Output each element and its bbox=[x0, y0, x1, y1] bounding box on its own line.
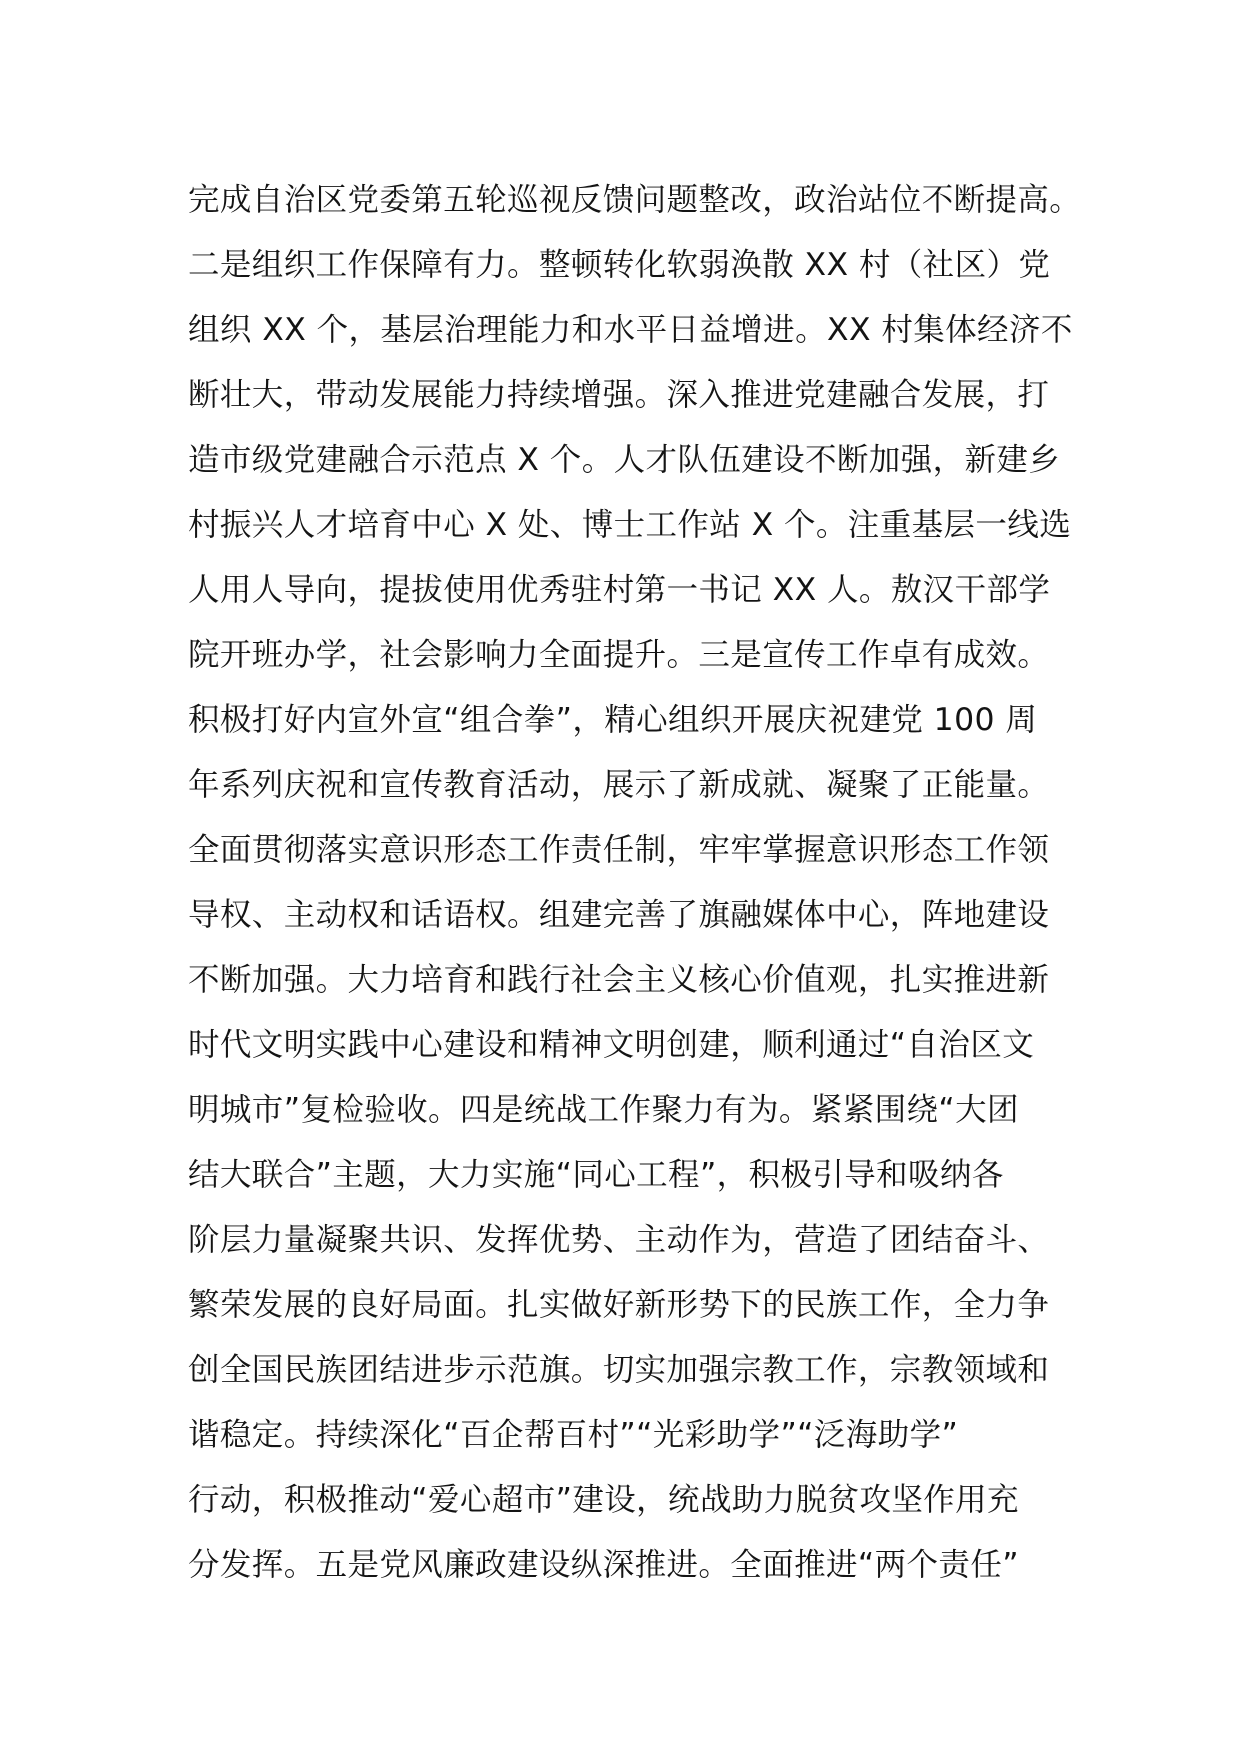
text-line: 年系列庆祝和宣传教育活动，展示了新成就、凝聚了正能量。 bbox=[188, 767, 1050, 803]
text-line: 村振兴人才培育中心 X 处、博士工作站 X 个。注重基层一线选 bbox=[188, 507, 1072, 543]
text-line: 积极打好内宣外宣“组合拳”，精心组织开展庆祝建党 100 周 bbox=[188, 702, 1038, 738]
text-line: 分发挥。五是党风廉政建设纵深推进。全面推进“两个责任” bbox=[188, 1547, 1019, 1583]
text-line: 人用人导向，提拔使用优秀驻村第一书记 XX 人。敖汉干部学 bbox=[188, 572, 1051, 608]
text-line: 造市级党建融合示范点 X 个。人才队伍建设不断加强，新建乡 bbox=[188, 442, 1061, 478]
text-line: 创全国民族团结进步示范旗。切实加强宗教工作，宗教领域和 bbox=[188, 1352, 1050, 1388]
text-line: 行动，积极推动“爱心超市”建设，统战助力脱贫攻坚作用充 bbox=[188, 1482, 1019, 1518]
text-line: 结大联合”主题，大力实施“同心工程”，积极引导和吸纳各 bbox=[188, 1157, 1004, 1193]
text-line: 全面贯彻落实意识形态工作责任制，牢牢掌握意识形态工作领 bbox=[188, 832, 1050, 868]
text-line: 组织 XX 个，基层治理能力和水平日益增进。XX 村集体经济不 bbox=[188, 312, 1073, 348]
text-line: 断壮大，带动发展能力持续增强。深入推进党建融合发展，打 bbox=[188, 377, 1050, 413]
text-line: 阶层力量凝聚共识、发挥优势、主动作为，营造了团结奋斗、 bbox=[188, 1222, 1050, 1258]
text-line: 明城市”复检验收。四是统战工作聚力有为。紧紧围绕“大团 bbox=[188, 1092, 1019, 1128]
text-line: 院开班办学，社会影响力全面提升。三是宣传工作卓有成效。 bbox=[188, 637, 1050, 673]
text-line: 时代文明实践中心建设和精神文明创建，顺利通过“自治区文 bbox=[188, 1027, 1035, 1063]
text-line: 不断加强。大力培育和践行社会主义核心价值观，扎实推进新 bbox=[188, 962, 1050, 998]
text-line: 导权、主动权和话语权。组建完善了旗融媒体中心，阵地建设 bbox=[188, 897, 1050, 933]
text-line: 谐稳定。持续深化“百企帮百村”“光彩助学”“泛海助学” bbox=[188, 1417, 959, 1453]
body-text bbox=[188, 168, 1082, 1598]
text-line: 二是组织工作保障有力。整顿转化软弱涣散 XX 村（社区）党 bbox=[188, 247, 1051, 283]
text-line: 完成自治区党委第五轮巡视反馈问题整改，政治站位不断提高。 bbox=[188, 182, 1082, 218]
text-line: 繁荣发展的良好局面。扎实做好新形势下的民族工作，全力争 bbox=[188, 1287, 1050, 1323]
